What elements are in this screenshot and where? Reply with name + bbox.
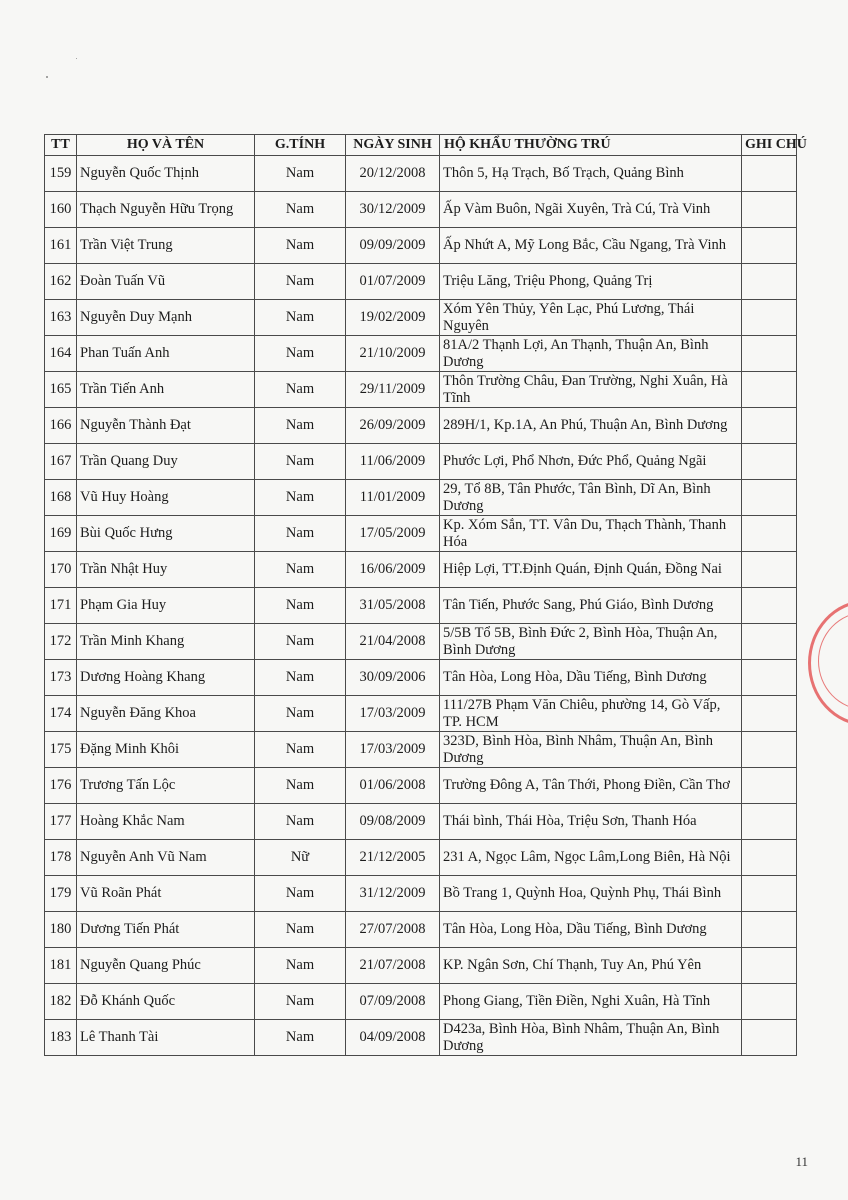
cell-address: Phong Giang, Tiền Điền, Nghi Xuân, Hà Tĩnh bbox=[440, 984, 742, 1020]
cell-gender: Nam bbox=[255, 768, 346, 804]
cell-tt: 159 bbox=[45, 156, 77, 192]
table-row bbox=[45, 480, 797, 516]
cell-address: Tân Hòa, Long Hòa, Dầu Tiếng, Bình Dương bbox=[440, 912, 742, 948]
cell-note bbox=[742, 660, 797, 696]
student-list-table-container bbox=[44, 134, 807, 1056]
cell-note bbox=[742, 876, 797, 912]
scan-speck bbox=[46, 76, 48, 78]
cell-dob: 21/07/2008 bbox=[346, 948, 440, 984]
cell-name: Trần Việt Trung bbox=[77, 228, 255, 264]
scan-speck bbox=[76, 58, 77, 59]
header-note: GHI CHÚ bbox=[742, 135, 797, 156]
cell-dob: 17/03/2009 bbox=[346, 696, 440, 732]
cell-dob: 29/11/2009 bbox=[346, 372, 440, 408]
cell-dob: 27/07/2008 bbox=[346, 912, 440, 948]
table-row bbox=[45, 660, 797, 696]
table-row bbox=[45, 336, 797, 372]
cell-dob: 17/05/2009 bbox=[346, 516, 440, 552]
cell-note bbox=[742, 372, 797, 408]
page-number: 11 bbox=[795, 1154, 808, 1169]
cell-address: Triệu Lăng, Triệu Phong, Quảng Trị bbox=[440, 264, 742, 300]
table-row bbox=[45, 300, 797, 336]
cell-gender: Nam bbox=[255, 480, 346, 516]
cell-tt: 174 bbox=[45, 696, 77, 732]
cell-tt: 161 bbox=[45, 228, 77, 264]
cell-note bbox=[742, 804, 797, 840]
cell-tt: 179 bbox=[45, 876, 77, 912]
cell-gender: Nam bbox=[255, 804, 346, 840]
cell-name: Đoàn Tuấn Vũ bbox=[77, 264, 255, 300]
cell-note bbox=[742, 228, 797, 264]
cell-address: 81A/2 Thạnh Lợi, An Thạnh, Thuận An, Bình Dương bbox=[440, 336, 742, 372]
cell-tt: 163 bbox=[45, 300, 77, 336]
table-row bbox=[45, 804, 797, 840]
cell-tt: 160 bbox=[45, 192, 77, 228]
cell-tt: 180 bbox=[45, 912, 77, 948]
cell-dob: 21/10/2009 bbox=[346, 336, 440, 372]
cell-address: Thôn Trường Châu, Đan Trường, Nghi Xuân, Hà Tĩnh bbox=[440, 372, 742, 408]
cell-tt: 183 bbox=[45, 1020, 77, 1056]
header-name: HỌ VÀ TÊN bbox=[77, 135, 255, 156]
cell-address: 231 A, Ngọc Lâm, Ngọc Lâm,Long Biên, Hà Nội bbox=[440, 840, 742, 876]
table-body bbox=[45, 156, 797, 1056]
cell-address: Ấp Nhứt A, Mỹ Long Bắc, Cầu Ngang, Trà Vinh bbox=[440, 228, 742, 264]
cell-name: Đặng Minh Khôi bbox=[77, 732, 255, 768]
cell-name: Hoàng Khắc Nam bbox=[77, 804, 255, 840]
table-row bbox=[45, 984, 797, 1020]
cell-note bbox=[742, 300, 797, 336]
cell-address: D423a, Bình Hòa, Bình Nhâm, Thuận An, Bình Dương bbox=[440, 1020, 742, 1056]
cell-note bbox=[742, 444, 797, 480]
table-row bbox=[45, 264, 797, 300]
cell-dob: 16/06/2009 bbox=[346, 552, 440, 588]
cell-dob: 07/09/2008 bbox=[346, 984, 440, 1020]
cell-tt: 165 bbox=[45, 372, 77, 408]
table-row bbox=[45, 192, 797, 228]
table-row bbox=[45, 516, 797, 552]
cell-gender: Nam bbox=[255, 660, 346, 696]
header-row bbox=[45, 135, 797, 156]
cell-name: Vũ Huy Hoàng bbox=[77, 480, 255, 516]
cell-gender: Nam bbox=[255, 228, 346, 264]
cell-note bbox=[742, 264, 797, 300]
cell-address: Phước Lợi, Phổ Nhơn, Đức Phổ, Quảng Ngãi bbox=[440, 444, 742, 480]
cell-note bbox=[742, 948, 797, 984]
cell-gender: Nam bbox=[255, 372, 346, 408]
cell-tt: 166 bbox=[45, 408, 77, 444]
cell-address: Thái bình, Thái Hòa, Triệu Sơn, Thanh Hóa bbox=[440, 804, 742, 840]
cell-tt: 178 bbox=[45, 840, 77, 876]
cell-address: Xóm Yên Thủy, Yên Lạc, Phú Lương, Thái Nguyên bbox=[440, 300, 742, 336]
cell-tt: 177 bbox=[45, 804, 77, 840]
cell-gender: Nam bbox=[255, 408, 346, 444]
table-row bbox=[45, 588, 797, 624]
cell-note bbox=[742, 624, 797, 660]
table-row bbox=[45, 228, 797, 264]
cell-dob: 09/09/2009 bbox=[346, 228, 440, 264]
cell-address: Hiệp Lợi, TT.Định Quán, Định Quán, Đồng Nai bbox=[440, 552, 742, 588]
cell-gender: Nam bbox=[255, 948, 346, 984]
cell-note bbox=[742, 552, 797, 588]
cell-tt: 162 bbox=[45, 264, 77, 300]
table-row bbox=[45, 552, 797, 588]
cell-note bbox=[742, 732, 797, 768]
cell-name: Trần Quang Duy bbox=[77, 444, 255, 480]
cell-dob: 09/08/2009 bbox=[346, 804, 440, 840]
cell-address: Tân Hòa, Long Hòa, Dầu Tiếng, Bình Dương bbox=[440, 660, 742, 696]
cell-note bbox=[742, 480, 797, 516]
table-row bbox=[45, 696, 797, 732]
cell-gender: Nam bbox=[255, 516, 346, 552]
cell-gender: Nam bbox=[255, 1020, 346, 1056]
cell-name: Dương Hoàng Khang bbox=[77, 660, 255, 696]
cell-tt: 182 bbox=[45, 984, 77, 1020]
cell-note bbox=[742, 588, 797, 624]
cell-dob: 11/06/2009 bbox=[346, 444, 440, 480]
cell-gender: Nam bbox=[255, 264, 346, 300]
cell-note bbox=[742, 1020, 797, 1056]
cell-gender: Nam bbox=[255, 192, 346, 228]
cell-name: Nguyễn Quang Phúc bbox=[77, 948, 255, 984]
table-row bbox=[45, 444, 797, 480]
cell-dob: 19/02/2009 bbox=[346, 300, 440, 336]
cell-gender: Nam bbox=[255, 984, 346, 1020]
header-dob: NGÀY SINH bbox=[346, 135, 440, 156]
cell-name: Vũ Roãn Phát bbox=[77, 876, 255, 912]
cell-name: Trần Nhật Huy bbox=[77, 552, 255, 588]
cell-address: 289H/1, Kp.1A, An Phú, Thuận An, Bình Dương bbox=[440, 408, 742, 444]
cell-gender: Nam bbox=[255, 876, 346, 912]
cell-dob: 30/09/2006 bbox=[346, 660, 440, 696]
cell-name: Nguyễn Thành Đạt bbox=[77, 408, 255, 444]
table-row bbox=[45, 732, 797, 768]
cell-dob: 01/07/2009 bbox=[346, 264, 440, 300]
table-row bbox=[45, 876, 797, 912]
cell-tt: 176 bbox=[45, 768, 77, 804]
cell-address: 323D, Bình Hòa, Bình Nhâm, Thuận An, Bình Dương bbox=[440, 732, 742, 768]
header-address: HỘ KHẨU THƯỜNG TRÚ bbox=[440, 135, 742, 156]
cell-address: 29, Tổ 8B, Tân Phước, Tân Bình, Dĩ An, Bình Dương bbox=[440, 480, 742, 516]
cell-gender: Nam bbox=[255, 696, 346, 732]
cell-tt: 170 bbox=[45, 552, 77, 588]
cell-address: KP. Ngân Sơn, Chí Thạnh, Tuy An, Phú Yên bbox=[440, 948, 742, 984]
cell-dob: 17/03/2009 bbox=[346, 732, 440, 768]
cell-address: Trường Đông A, Tân Thới, Phong Điền, Cần Thơ bbox=[440, 768, 742, 804]
cell-name: Trương Tấn Lộc bbox=[77, 768, 255, 804]
cell-address: Kp. Xóm Sắn, TT. Vân Du, Thạch Thành, Thanh Hóa bbox=[440, 516, 742, 552]
table-row bbox=[45, 768, 797, 804]
table-row bbox=[45, 372, 797, 408]
cell-address: Ấp Vàm Buôn, Ngãi Xuyên, Trà Cú, Trà Vinh bbox=[440, 192, 742, 228]
cell-name: Nguyễn Duy Mạnh bbox=[77, 300, 255, 336]
cell-name: Phạm Gia Huy bbox=[77, 588, 255, 624]
cell-dob: 30/12/2009 bbox=[346, 192, 440, 228]
table-row bbox=[45, 1020, 797, 1056]
cell-tt: 175 bbox=[45, 732, 77, 768]
cell-note bbox=[742, 984, 797, 1020]
cell-dob: 31/12/2009 bbox=[346, 876, 440, 912]
cell-tt: 167 bbox=[45, 444, 77, 480]
cell-dob: 01/06/2008 bbox=[346, 768, 440, 804]
cell-name: Bùi Quốc Hưng bbox=[77, 516, 255, 552]
cell-note bbox=[742, 336, 797, 372]
cell-dob: 20/12/2008 bbox=[346, 156, 440, 192]
cell-address: 111/27B Phạm Văn Chiêu, phường 14, Gò Vấp, TP. HCM bbox=[440, 696, 742, 732]
cell-tt: 172 bbox=[45, 624, 77, 660]
cell-address: 5/5B Tổ 5B, Bình Đức 2, Bình Hòa, Thuận An, Bình Dương bbox=[440, 624, 742, 660]
header-tt: TT bbox=[45, 135, 77, 156]
table-row bbox=[45, 912, 797, 948]
cell-gender: Nam bbox=[255, 156, 346, 192]
cell-note bbox=[742, 696, 797, 732]
header-gender: G.TÍNH bbox=[255, 135, 346, 156]
cell-dob: 21/12/2005 bbox=[346, 840, 440, 876]
cell-name: Nguyễn Anh Vũ Nam bbox=[77, 840, 255, 876]
cell-tt: 173 bbox=[45, 660, 77, 696]
table-row bbox=[45, 408, 797, 444]
cell-address: Tân Tiến, Phước Sang, Phú Giáo, Bình Dương bbox=[440, 588, 742, 624]
cell-note bbox=[742, 408, 797, 444]
cell-note bbox=[742, 516, 797, 552]
cell-name: Nguyễn Đăng Khoa bbox=[77, 696, 255, 732]
cell-gender: Nam bbox=[255, 588, 346, 624]
cell-dob: 21/04/2008 bbox=[346, 624, 440, 660]
table-header bbox=[45, 135, 807, 156]
cell-gender: Nam bbox=[255, 300, 346, 336]
cell-note bbox=[742, 768, 797, 804]
cell-note bbox=[742, 840, 797, 876]
cell-gender: Nam bbox=[255, 732, 346, 768]
table-row bbox=[45, 948, 797, 984]
cell-dob: 31/05/2008 bbox=[346, 588, 440, 624]
cell-dob: 11/01/2009 bbox=[346, 480, 440, 516]
cell-gender: Nam bbox=[255, 444, 346, 480]
cell-name: Lê Thanh Tài bbox=[77, 1020, 255, 1056]
cell-name: Trần Tiến Anh bbox=[77, 372, 255, 408]
table-row bbox=[45, 624, 797, 660]
cell-name: Phan Tuấn Anh bbox=[77, 336, 255, 372]
cell-note bbox=[742, 192, 797, 228]
cell-tt: 171 bbox=[45, 588, 77, 624]
cell-dob: 26/09/2009 bbox=[346, 408, 440, 444]
cell-gender: Nam bbox=[255, 552, 346, 588]
cell-name: Trần Minh Khang bbox=[77, 624, 255, 660]
cell-note bbox=[742, 912, 797, 948]
cell-gender: Nam bbox=[255, 336, 346, 372]
cell-gender: Nam bbox=[255, 912, 346, 948]
cell-tt: 181 bbox=[45, 948, 77, 984]
cell-name: Dương Tiến Phát bbox=[77, 912, 255, 948]
cell-gender: Nữ bbox=[255, 840, 346, 876]
cell-tt: 164 bbox=[45, 336, 77, 372]
table-row bbox=[45, 840, 797, 876]
cell-address: Bồ Trang 1, Quỳnh Hoa, Quỳnh Phụ, Thái Bình bbox=[440, 876, 742, 912]
cell-gender: Nam bbox=[255, 624, 346, 660]
table-row bbox=[45, 156, 797, 192]
cell-name: Thạch Nguyễn Hữu Trọng bbox=[77, 192, 255, 228]
cell-address: Thôn 5, Hạ Trạch, Bố Trạch, Quảng Bình bbox=[440, 156, 742, 192]
cell-name: Đỗ Khánh Quốc bbox=[77, 984, 255, 1020]
cell-tt: 169 bbox=[45, 516, 77, 552]
cell-note bbox=[742, 156, 797, 192]
student-list-table bbox=[44, 134, 807, 1056]
cell-name: Nguyễn Quốc Thịnh bbox=[77, 156, 255, 192]
cell-dob: 04/09/2008 bbox=[346, 1020, 440, 1056]
cell-tt: 168 bbox=[45, 480, 77, 516]
